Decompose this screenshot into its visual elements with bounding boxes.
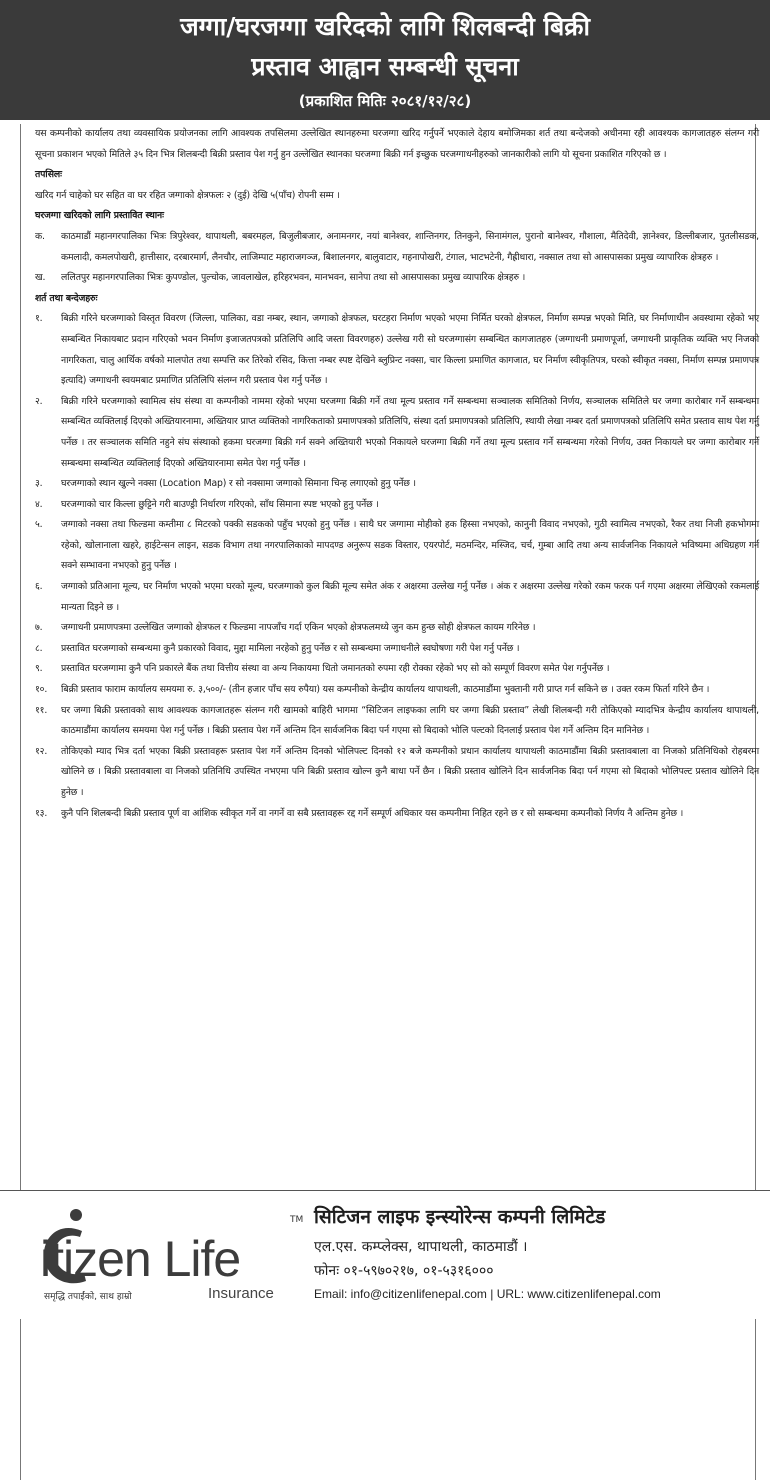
list-marker: १.	[35, 313, 43, 325]
list-marker: १३.	[35, 807, 48, 819]
term-item	[35, 701, 759, 742]
trademark-mark: TM	[290, 1215, 304, 1225]
logo-insurance-label: Insurance	[208, 1285, 274, 1302]
term-item	[35, 639, 759, 660]
logo-wordmark: itizen Life	[40, 1231, 241, 1287]
term-item	[35, 618, 759, 639]
location-text: काठमाडौं महानगरपालिका भित्रः त्रिपुरेश्वर, थापाथली, बबरमहल, बिजुलीबजार, अनामनगर, नयां बानेश्वर, शान्तिनगर, तिनकुने, सिनामंगल, पुरानो बानेश्वर, गौशाला, मैतिदेवी, ज्ञानेश्वर, डिल्लीबजार, पुतलीसडक, कमलादी, कमलपोखरी, हात्तीसार, दरबारमार्ग, लैनचौर, लाजिम्पाट महाराजगञ्ज, बिशालनगर, बालुवाटार, गहनापोखरी, टंगाल, भाटभटेनी, गैह्रीधारा, नक्साल तथा सो आसपासका प्रमुख व्यापारिक क्षेत्रहरु ।	[61, 230, 759, 263]
list-marker: ५.	[35, 519, 43, 531]
term-item	[35, 804, 759, 825]
term-item	[35, 742, 759, 804]
list-marker: ८.	[35, 642, 43, 654]
terms-list	[35, 309, 759, 824]
term-item	[35, 474, 759, 495]
company-address: एल.एस. कम्प्लेक्स, थापाथली, काठमाडौं ।	[314, 1239, 528, 1255]
term-item	[35, 515, 759, 577]
term-item	[35, 659, 759, 680]
company-info	[314, 1203, 754, 1305]
term-text: कुनै पनि शिलबन्दी बिक्री प्रस्ताव पूर्ण वा आंशिक स्वीकृत गर्ने वा नगर्ने वा सबै प्रस्तावहरू रद्द गर्ने सम्पूर्ण अधिकार यस कम्पनीमा निहित रहने छ र सो सम्बन्धमा कम्पनीको निर्णय नै अन्तिम हुनेछ ।	[61, 807, 684, 819]
notice-header	[0, 0, 770, 120]
citizen-life-logo	[36, 1201, 306, 1311]
schedule-heading: तपसिलः	[35, 169, 62, 181]
schedule-text: खरिद गर्न चाहेको घर सहित वा घर रहित जग्गाको क्षेत्रफलः २ (दुई) देखि ५(पाँच) रोपनी सम्म ।	[35, 189, 340, 201]
term-text: बिक्री गरिने घरजग्गाको विस्तृत विवरण (जिल्ला, पालिका, वडा नम्बर, स्थान, जग्गाको क्षेत्रफल, घरटहरा निर्माण भएको भएमा निर्मित घरको क्षेत्रफल, निर्माण सम्पन्न भएको मिति, घर निर्माणाधीन अवस्थामा रहेको भए सम्बन्धित निकायबाट प्रदान गरिएको भवन निर्माण इजाजतपत्रको प्रतिलिपि आदि जस्ता विवरणहरु) उल्लेख गरी सो घरजग्गासंग सम्बन्धित कागजातहरु (जग्गाधनी प्रमाणपूर्जा, जग्गाधनी प्राकृतिक व्यक्ति भए निजको नागरिकता, चालु आर्थिक वर्षको मालपोत तथा सम्पत्ति कर तिरेको रसिद, कित्ता नम्बर स्पष्ट देखिने ब्लुप्रिन्ट नक्सा, चार किल्ला प्रमाणित कागजात, घर निर्माण स्वीकृतिपत्र, घरको स्वीकृत नक्सा, निर्माण सम्पन्न प्रमाणपत्र इत्यादि) जग्गाधनी स्वयमबाट प्रमाणित प्रतिलिपि संलग्न गरी प्रस्ताव पेश गर्नु पर्नेछ ।	[61, 313, 759, 387]
term-text: घरजग्गाको चार किल्ला छुट्टिने गरी बाउण्ड्री निर्धारण गरिएको, साँध सिमाना स्पष्ट भएको हुनु पर्नेछ ।	[61, 498, 379, 510]
list-marker: १२.	[35, 745, 48, 757]
list-marker: ४.	[35, 498, 43, 510]
notice-title: जग्गा/घरजग्गा खरिदको लागि शिलबन्दी बिक्री	[180, 12, 590, 41]
term-text: बिक्री प्रस्ताव फाराम कार्यालय समयमा रु. ३,५००/- (तीन हजार पाँच सय रुपैया) यस कम्पनीको केन्द्रीय कार्यालय थापाथली, काठमाडौंमा भुक्तानी गरी प्राप्त गर्न सकिने छ । उक्त रकम फिर्ता गरिने छैन ।	[61, 684, 710, 696]
terms-heading: शर्त तथा बन्देजहरुः	[35, 292, 98, 304]
locations-heading: घरजग्गा खरिदको लागि प्रस्तावित स्थानः	[35, 210, 164, 222]
term-text: जग्गाको नक्सा तथा फिल्डमा कम्तीमा ८ मिटरको पक्की सडकको पहुँच भएको हुनु पर्नेछ । साथै घर जग्गामा मोहीको हक हिस्सा नभएको, कानुनी विवाद नभएको, गुठी स्वामित्व नभएको, रैकर तथा निजी हकभोगमा रहेको, खोलानाला खहरे, हाईटेन्सन लाइन, सडक विभाग तथा नगरपालिकाको मापदण्ड अनुरूप सडक विस्तार, एयरपोर्ट, मठमन्दिर, मस्जिद, चर्च, गुम्बा आदि तथा अन्य सार्वजनिक निकायले भविष्यमा अधिग्रहण गर्न सक्ने सम्भावना नभएको हुनु पर्नेछ ।	[61, 519, 759, 572]
locations-list	[35, 227, 759, 289]
list-marker: १०.	[35, 684, 48, 696]
company-name: सिटिजन लाइफ इन्स्योरेन्स कम्पनी लिमिटेड	[314, 1206, 606, 1228]
term-item	[35, 495, 759, 516]
list-marker: ख.	[35, 272, 46, 284]
term-text: जग्गाधनी प्रमाणपत्रमा उल्लेखित जग्गाको क्षेत्रफल र फिल्डमा नापजाँच गर्दा एकिन भएको क्षेत्रफलमध्ये जुन कम हुन्छ सोही क्षेत्रफल कायम गरिनेछ ।	[61, 622, 536, 634]
published-date: (प्रकाशित मितिः २०८१/१२/२८)	[298, 92, 472, 110]
term-item	[35, 392, 759, 474]
term-text: प्रस्तावित घरजग्गाको सम्बन्धमा कुनै प्रकारको विवाद, मुद्दा मामिला नरहेको हुनु पर्नेछ र सो सम्बन्धमा जग्गाधनीले स्वघोषणा गरी पेश गर्नु पर्नेछ ।	[61, 642, 520, 654]
intro-paragraph: यस कम्पनीको कार्यालय तथा व्यवसायिक प्रयोजनका लागि आवश्यक तपसिलमा उल्लेखित स्थानहरुमा घरजग्गा खरिद गर्नुपर्ने भएकाले देहाय बमोजिमका शर्त तथा बन्देजको अधीनमा रही आवश्यक कागजातहरु संलग्न गरी सूचना प्रकाशन भएको मितिले ३५ दिन भित्र शिलबन्दी बिक्री प्रस्ताव पेश गर्नु हुन उल्लेखित स्थानका घरजग्गा बिक्री गर्न इच्छुक घरजग्गाधनीहरुको जानकारीको लागि यो सूचना प्रकाशित गरिएको छ ।	[35, 128, 759, 160]
list-marker: ९.	[35, 663, 43, 675]
term-item	[35, 680, 759, 701]
location-item	[35, 268, 759, 289]
term-text: जग्गाको प्रतिआना मूल्य, घर निर्माण भएको भएमा घरको मूल्य, घरजग्गाको कुल बिक्री मूल्य समेत अंक र अक्षरमा उल्लेख गर्नु पर्नेछ । अंक र अक्षरमा उल्लेख गरेको रकम फरक पर्न गएमा अक्षरमा लेखिएको रकमलाई मान्यता दिइने छ ।	[61, 581, 759, 613]
term-item	[35, 309, 759, 391]
term-text: प्रस्तावित घरजग्गामा कुनै पनि प्रकारले बैंक तथा वित्तीय संस्था वा अन्य निकायमा धितो जमानतको रुपमा रही रोक्का रहेको भए सो को सम्पूर्ण विवरण समेत पेश गर्नुपर्नेछ ।	[61, 663, 610, 675]
company-phone: फोनः ०१-५९७०२१७, ०१-५३१६०००	[314, 1263, 494, 1279]
term-text: तोकिएको म्याद भित्र दर्ता भएका बिक्री प्रस्तावहरू प्रस्ताव पेश गर्ने अन्तिम दिनको भोलिपल्ट दिनको १२ बजे कम्पनीको प्रधान कार्यालय थापाथली काठमाडौंमा बिक्री प्रस्तावबाला वा निजको प्रतिनिधिको रोहबरमा खोलिने छ । बिक्री प्रस्तावबाला वा निजको प्रतिनिधि उपस्थित नभएमा पनि बिक्री प्रस्ताव खोल्न कुनै बाधा पर्ने छैन । बिक्री प्रस्ताव खोलिने दिन सार्वजनिक बिदा पर्न गएमा सो बिदाको भोलिपल्ट प्रस्ताव खोलिने दिन हुनेछ ।	[61, 745, 759, 798]
notice-subtitle: प्रस्ताव आह्वान सम्बन्धी सूचना	[251, 52, 519, 81]
list-marker: २.	[35, 395, 43, 407]
list-marker: ६.	[35, 581, 43, 593]
company-email-url: Email: info@citizenlifenepal.com | URL: www.citizenlifenepal.com	[314, 1287, 661, 1301]
location-text: ललितपुर महानगरपालिका भित्रः कुपण्डोल, पुल्चोक, जावलाखेल, हरिहरभवन, मानभवन, सानेपा तथा सो आसपासका प्रमुख व्यापारिक क्षेत्रहरु ।	[61, 272, 526, 284]
term-text: घरजग्गाको स्थान खुल्ने नक्सा (Location Map) र सो नक्सामा जग्गाको सिमाना चिन्ह लगाएको हुनु पर्नेछ ।	[61, 478, 416, 490]
list-marker: ३.	[35, 478, 43, 490]
notice-footer	[0, 1190, 770, 1319]
list-marker: क.	[35, 230, 45, 242]
list-marker: ७.	[35, 622, 43, 634]
logo-tagline: समृद्धि तपाईंको, साथ हाम्रो	[44, 1292, 132, 1302]
term-text: घर जग्गा बिक्री प्रस्तावको साथ आवश्यक कागजातहरू संलग्न गरी खामको बाहिरी भागमा “सिटिजन लाइफका लागि घर जग्गा बिक्री प्रस्ताव” लेखी शिलबन्दी गरी तोकिएको म्यादभित्र केन्द्रीय कार्यालय थापाथली, काठमाडौंमा कार्यालय समयमा पेश गर्नु पर्नेछ । बिक्री प्रस्ताव पेश गर्ने अन्तिम दिन सार्वजनिक बिदा पर्न गएमा सो बिदाको भोलि पल्टको दिनलाई प्रस्ताव पेश गर्ने अन्तिम दिन मानिनेछ ।	[61, 704, 759, 737]
term-text: बिक्री गरिने घरजग्गाको स्वामित्व संघ संस्था वा कम्पनीको नाममा रहेको भएमा घरजग्गा बिक्री गर्ने तथा मूल्य प्रस्ताव गर्ने सम्बन्धमा सञ्चालक समितिको निर्णय, सञ्चालक समितिले घर जग्गा कारोबार गर्ने सम्बन्धमा सम्बन्धित व्यक्तिलाई दिएको अख्तियारनामा, अख्तियार प्राप्त व्यक्तिको नागरिकताको प्रमाणपत्रको प्रतिलिपि, संस्था दर्ता प्रमाणपत्रको प्रतिलिपि, स्थायी लेखा नम्बर दर्ता प्रमाणपत्रको प्रतिलिपि समेत प्रस्ताव साथ पेश गर्नु पर्नेछ । तर सञ्चालक समिति नहुने संघ संस्थाको हकमा घरजग्गा बिक्री गर्न सक्ने अख्तियारी भएको निकायले घरजग्गा बिक्री गर्ने तथा मूल्य प्रस्ताव गर्ने सम्बन्धमा गरेको निर्णय, उक्त निकायले घर जग्गा कारोबार गर्ने सम्बन्धमा सम्बन्धित व्यक्तिलाई दिएको अख्तियारनामा समेत पेश गर्नु पर्नेछ ।	[61, 395, 759, 469]
list-marker: ११.	[35, 704, 48, 716]
location-item	[35, 227, 759, 268]
term-item	[35, 577, 759, 618]
